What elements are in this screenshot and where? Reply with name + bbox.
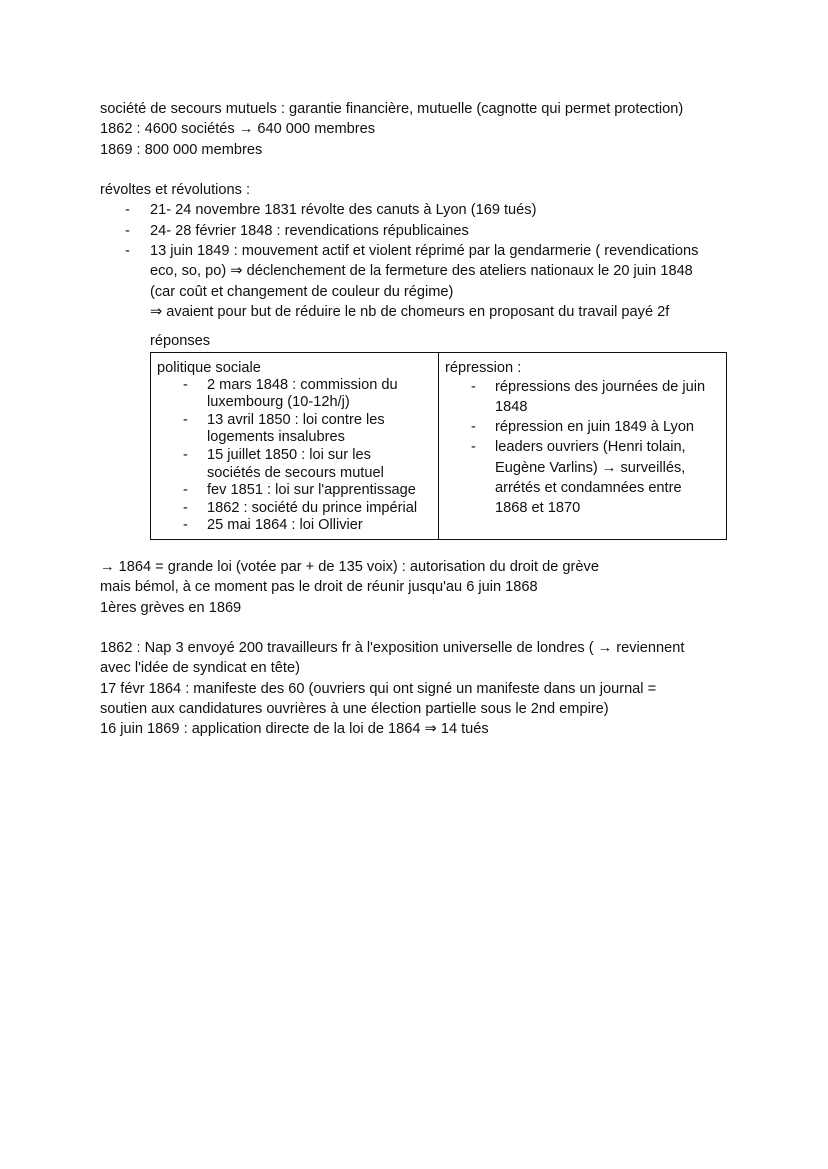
list-item xyxy=(100,241,740,322)
paragraph-line: soutien aux candidatures ouvrières à une élection partielle sous le 2nd empire) xyxy=(100,700,609,717)
dash-bullet: - xyxy=(183,411,188,428)
paragraph-line: → 1864 = grande loi (votée par + de 135 voix) : autorisation du droit de grève xyxy=(100,558,599,575)
paragraph-line: 1ères grèves en 1869 xyxy=(100,599,242,616)
dash-bullet: - xyxy=(471,378,476,395)
intro-line: société de secours mutuels : garantie financière, mutuelle (cagnotte qui permet protection) xyxy=(100,101,684,117)
paragraph-line: 1862 : Nap 3 envoyé 200 travailleurs fr à l'exposition universelle de londres ( → reviennent xyxy=(100,640,685,657)
list-item-text: fev 1851 : loi sur l'apprentissage xyxy=(207,482,416,499)
revoltes-list xyxy=(100,200,740,322)
list-item-text: 24- 28 février 1848 : revendications républicaines xyxy=(150,222,469,239)
list-item xyxy=(445,417,720,437)
list-item-text: répression en juin 1849 à Lyon xyxy=(495,419,695,436)
list-item-text: arrétés et condamnées entre xyxy=(495,480,682,497)
list-item-text: (car coût et changement de couleur du régime) xyxy=(150,283,454,300)
list-item xyxy=(157,500,432,518)
intro-line: 1869 : 800 000 membres xyxy=(100,141,263,158)
list-item-text: leaders ouvriers (Henri tolain, xyxy=(495,439,686,456)
repression-list xyxy=(445,377,720,519)
list-item xyxy=(157,482,432,500)
spacer xyxy=(100,160,740,180)
list-item xyxy=(100,221,740,241)
revoltes-section xyxy=(100,180,740,540)
repression-cell xyxy=(439,352,727,539)
cell-heading: politique sociale xyxy=(157,359,261,376)
paragraph-line: 16 juin 1869 : application directe de la loi de 1864 ⇒ 14 tués xyxy=(100,721,489,738)
list-item xyxy=(157,377,432,412)
intro-line: 1862 : 4600 sociétés → 640 000 membres xyxy=(100,121,376,138)
document-content xyxy=(100,99,740,740)
list-item-text: 13 juin 1849 : mouvement actif et violent réprimé par la gendarmerie ( revendications xyxy=(150,243,699,260)
intro-section xyxy=(100,99,740,160)
section-heading: révoltes et révolutions : xyxy=(100,182,251,199)
list-item-text: 1848 xyxy=(495,398,528,415)
final-section xyxy=(100,638,740,739)
list-item-text: logements insalubres xyxy=(207,429,345,446)
politique-sociale-cell xyxy=(151,352,439,539)
list-item-text: 15 juillet 1850 : loi sur les xyxy=(207,446,371,463)
dash-bullet: - xyxy=(471,439,476,456)
list-item-text: luxembourg (10-12h/j) xyxy=(207,394,350,411)
dash-bullet: - xyxy=(125,202,130,219)
list-item-text: Eugène Varlins) → surveillés, xyxy=(495,459,686,476)
dash-bullet: - xyxy=(183,446,188,463)
dash-bullet: - xyxy=(125,243,130,260)
paragraph-line: mais bémol, à ce moment pas le droit de réunir jusqu'au 6 juin 1868 xyxy=(100,579,538,596)
list-item xyxy=(157,447,432,482)
list-item xyxy=(445,437,720,518)
paragraph-line: 17 févr 1864 : manifeste des 60 (ouvriers qui ont signé un manifeste dans un journal = xyxy=(100,680,657,697)
reponses-label: réponses xyxy=(150,333,211,350)
list-item-text: 25 mai 1864 : loi Ollivier xyxy=(207,517,363,534)
politique-sociale-list xyxy=(157,377,432,535)
dash-bullet: - xyxy=(183,517,188,534)
list-item-text: eco, so, po) ⇒ déclenchement de la fermeture des ateliers nationaux le 20 juin 1848 xyxy=(150,263,693,280)
paragraph-line: avec l'idée de syndicat en tête) xyxy=(100,660,300,677)
dash-bullet: - xyxy=(125,222,130,239)
list-item-text: 1862 : société du prince impérial xyxy=(207,499,418,516)
table-row xyxy=(151,352,727,539)
spacer xyxy=(100,618,740,638)
list-item xyxy=(100,200,740,220)
list-item-text: 1868 et 1870 xyxy=(495,500,581,517)
list-item-text: 21- 24 novembre 1831 révolte des canuts à Lyon (169 tués) xyxy=(150,202,537,219)
reponses-table xyxy=(150,352,727,540)
dash-bullet: - xyxy=(183,482,188,499)
list-item-text: 13 avril 1850 : loi contre les xyxy=(207,411,385,428)
dash-bullet: - xyxy=(183,376,188,393)
loi-1864-section xyxy=(100,557,740,618)
list-item-text: répressions des journées de juin xyxy=(495,378,706,395)
list-item-text: ⇒ avaient pour but de réduire le nb de chomeurs en proposant du travail payé 2f xyxy=(150,303,670,320)
list-item-text: 2 mars 1848 : commission du xyxy=(207,376,398,393)
list-item xyxy=(445,377,720,418)
cell-heading: répression : xyxy=(445,359,522,376)
dash-bullet: - xyxy=(183,499,188,516)
list-item-text: sociétés de secours mutuel xyxy=(207,464,384,481)
list-item xyxy=(157,517,432,535)
dash-bullet: - xyxy=(471,419,476,436)
list-item xyxy=(157,412,432,447)
